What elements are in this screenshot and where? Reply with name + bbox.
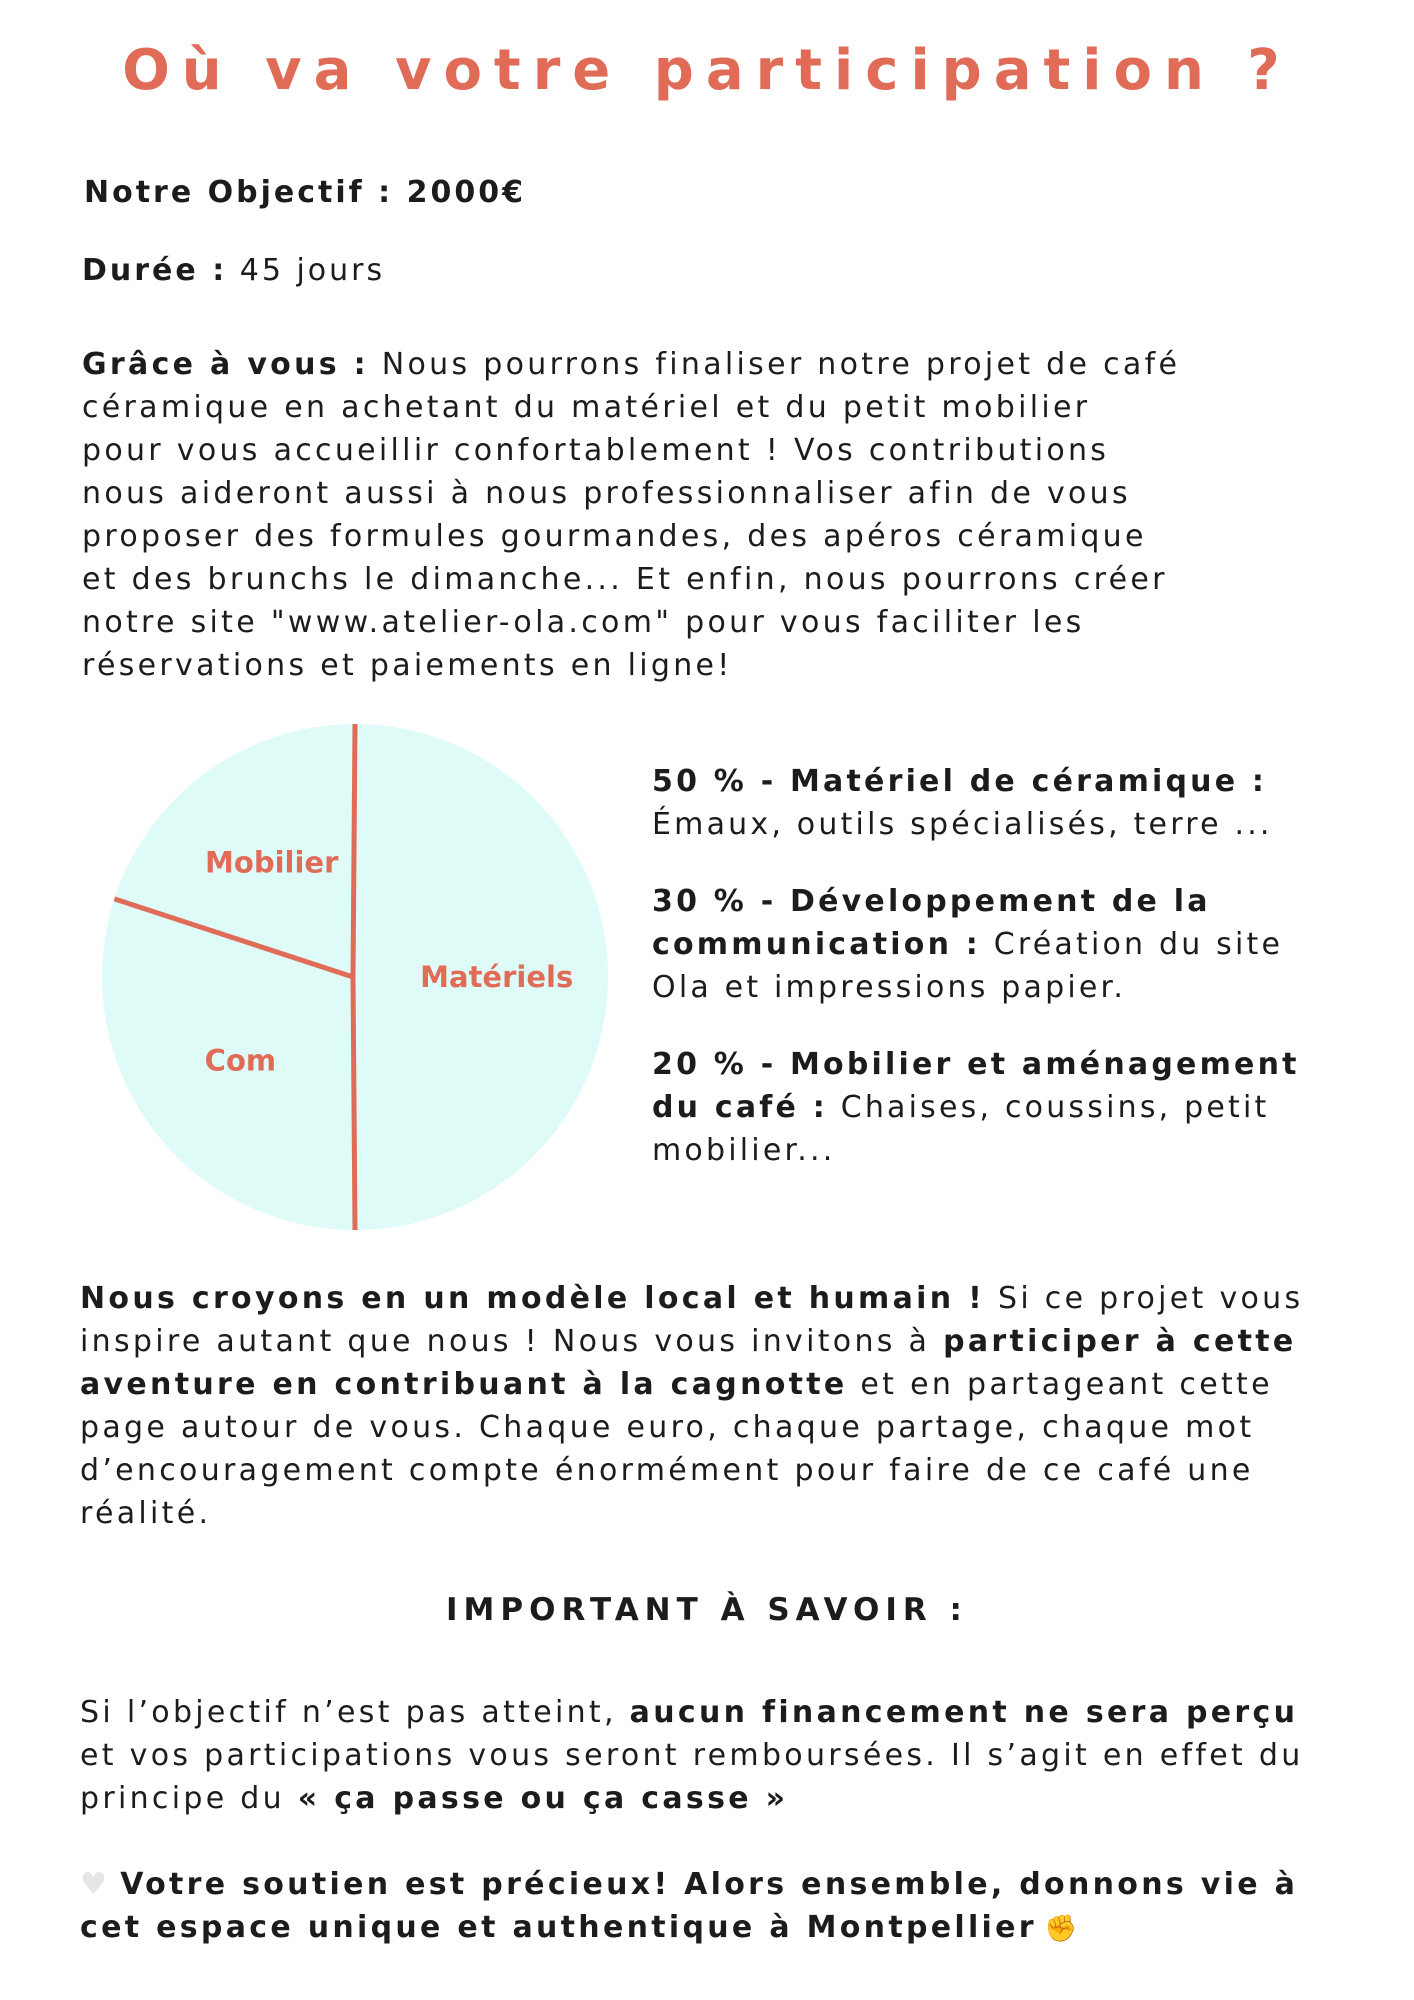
legend-item-communication: 30 % - Développement de la communication : Création du site Ola et impressions papier.	[652, 884, 1284, 1005]
grace-line: et des brunchs le dimanche... Et enfin, nous pourrons créer	[82, 562, 1168, 597]
important-heading: IMPORTANT À SAVOIR :	[446, 1592, 968, 1628]
grace-line: Grâce à vous : Nous pourrons finaliser notre projet de café	[82, 347, 1181, 382]
budget-pie-chart	[100, 722, 610, 1232]
page-title: Où va votre participation ?	[122, 38, 1292, 103]
objectif-text: Notre Objectif : 2000€	[84, 175, 526, 210]
legend-item-mobilier: 20 % - Mobilier et aménagement du café : Chaises, coussins, petit mobilier...	[652, 1047, 1300, 1168]
heart-icon: ♥	[80, 1867, 111, 1902]
grace-line: céramique en achetant du matériel et du petit mobilier	[82, 390, 1091, 425]
grace-line: nous aideront aussi à nous professionnaliser afin de vous	[82, 476, 1131, 511]
duree-line	[82, 253, 385, 288]
objectif-line	[84, 175, 526, 210]
pie-divider-1	[353, 724, 355, 977]
pie-slice-label: Mobilier	[205, 845, 339, 880]
grace-line: notre site "www.atelier-ola.com" pour vous faciliter les	[82, 605, 1085, 640]
pie-slice-label: Matériels	[420, 960, 574, 994]
grace-line: réservations et paiements en ligne!	[82, 648, 733, 683]
objectif-note-paragraph: Si l’objectif n’est pas atteint, aucun financement ne sera perçu et vos participations vous seront remboursées. Il s’agit en effet du principe du « ça passe ou ça casse »	[80, 1695, 1304, 1816]
raised-fist-icon: ✊	[1044, 1914, 1081, 1944]
legend-item-materiel: 50 % - Matériel de céramique : Émaux, outils spécialisés, terre ...	[652, 764, 1273, 842]
grace-line: pour vous accueillir confortablement ! Vos contributions	[82, 433, 1110, 468]
grace-line: proposer des formules gourmandes, des apéros céramique	[82, 519, 1147, 554]
grace-label: Grâce à vous :	[82, 347, 369, 382]
soutien-paragraph: ♥ Votre soutien est précieux! Alors ensemble, donnons vie à cet espace unique et authentique à Montpellier ✊	[80, 1863, 1340, 1951]
duree-label: Durée :	[82, 253, 228, 288]
pie-divider-2	[353, 977, 355, 1230]
pie-legend	[652, 760, 1352, 1206]
grace-paragraph	[82, 343, 1342, 687]
croyons-paragraph: Nous croyons en un modèle local et humain ! Si ce projet vous inspire autant que nous ! Nous vous invitons à participer à cette aventure en contribuant à la cagnotte et en partageant cette page autour de vous. Chaque euro, chaque partage, chaque mot d’encouragement compte énormément pour faire de ce café une réalité.	[80, 1281, 1304, 1531]
duree-value: 45 jours	[227, 253, 386, 288]
pie-slice-label: Com	[204, 1043, 277, 1078]
